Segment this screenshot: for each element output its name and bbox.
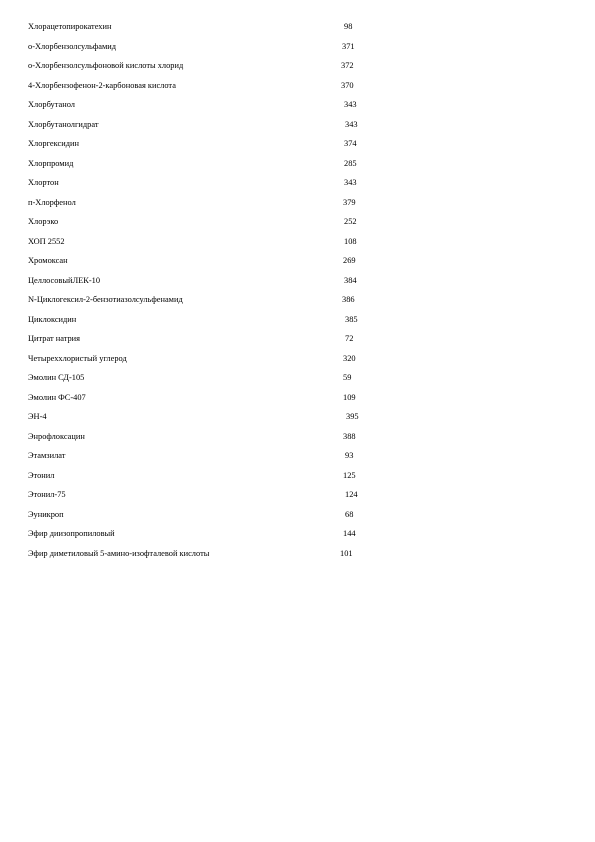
entry-page-number: 395 <box>346 412 359 421</box>
entry-name: Энрофлоксацин <box>28 431 85 441</box>
entry-name: Хлорбутанол <box>28 100 75 109</box>
index-entry <box>28 466 568 486</box>
entry-page-number: 124 <box>345 490 358 499</box>
index-entry <box>28 427 568 447</box>
entry-name: Хлортон <box>28 178 59 187</box>
entry-name: о-Хлорбензолсульфамид <box>28 41 117 51</box>
index-entry <box>28 56 568 76</box>
index-list <box>28 17 568 563</box>
entry-name: Эфир диметиловый 5-амино-изофталевой кислоты <box>28 548 210 558</box>
entry-name: Эмолин ФС-407 <box>28 392 86 402</box>
index-entry <box>28 349 568 369</box>
index-entry <box>28 173 568 193</box>
entry-page-number: 374 <box>344 139 357 148</box>
entry-name: Цитрат натрия <box>28 334 80 343</box>
entry-name: Четыреххлористый углерод <box>28 353 127 363</box>
index-entry <box>28 271 568 291</box>
entry-page-number: 144 <box>343 529 356 538</box>
index-entry <box>28 134 568 154</box>
entry-name: ЭН-4 <box>28 412 47 421</box>
index-entry <box>28 76 568 96</box>
index-entry <box>28 407 568 427</box>
index-entry <box>28 17 568 37</box>
entry-page-number: 59 <box>343 373 352 382</box>
entry-name: Этонил-75 <box>28 490 66 499</box>
entry-name: Эуникроп <box>28 509 64 519</box>
entry-name: Хлорэко <box>28 217 59 226</box>
entry-page-number: 101 <box>340 548 353 558</box>
entry-name: Хлорбутанолгидрат <box>28 119 99 129</box>
entry-name: Эмолин СД-105 <box>28 373 85 382</box>
entry-page-number: 343 <box>345 119 358 129</box>
entry-name: Хромоксан <box>28 256 68 265</box>
entry-name: ХОП 2552 <box>28 236 65 246</box>
index-entry <box>28 368 568 388</box>
entry-name: Этонил <box>28 470 55 480</box>
entry-name: Эфир диизопропиловый <box>28 529 115 538</box>
index-entry <box>28 310 568 330</box>
index-entry <box>28 251 568 271</box>
entry-page-number: 109 <box>343 392 356 402</box>
entry-page-number: 93 <box>345 451 354 460</box>
entry-name: о-Хлорбензолсульфоновой кислоты хлорид <box>28 61 184 70</box>
entry-page-number: 379 <box>343 197 356 207</box>
index-entry <box>28 329 568 349</box>
entry-name: Циклоксидин <box>28 314 77 324</box>
index-entry <box>28 232 568 252</box>
entry-name: 4-Хлорбензофенон-2-карбоновая кислота <box>28 80 176 90</box>
index-entry <box>28 544 568 564</box>
index-entry <box>28 154 568 174</box>
entry-name: Хлоргексидин <box>28 139 79 148</box>
index-entry <box>28 505 568 525</box>
entry-name: п-Хлорфенол <box>28 197 76 207</box>
entry-page-number: 252 <box>344 217 357 226</box>
entry-page-number: 343 <box>344 100 357 109</box>
entry-name: Хлорпромид <box>28 158 74 168</box>
entry-page-number: 384 <box>344 275 357 285</box>
index-entry <box>28 485 568 505</box>
index-entry <box>28 193 568 213</box>
entry-page-number: 370 <box>341 80 354 90</box>
entry-name: ЦеллосовыйЛЕК-10 <box>28 275 101 285</box>
index-entry <box>28 290 568 310</box>
entry-page-number: 372 <box>341 61 354 70</box>
entry-page-number: 320 <box>343 353 356 363</box>
entry-page-number: 108 <box>344 236 357 246</box>
entry-page-number: 386 <box>342 295 355 304</box>
entry-name: N-Циклогексил-2-бензотиазолсульфенамид <box>28 295 183 304</box>
entry-page-number: 343 <box>344 178 357 187</box>
entry-page-number: 125 <box>343 470 356 480</box>
index-entry <box>28 95 568 115</box>
entry-page-number: 388 <box>343 431 356 441</box>
entry-page-number: 285 <box>344 158 357 168</box>
entry-name: Хлорацетопирокатехин <box>28 22 112 31</box>
index-entry <box>28 524 568 544</box>
entry-page-number: 98 <box>344 22 353 31</box>
entry-page-number: 385 <box>345 314 358 324</box>
entry-name: Этамзилат <box>28 451 66 460</box>
index-entry <box>28 212 568 232</box>
index-entry <box>28 446 568 466</box>
entry-page-number: 371 <box>342 41 355 51</box>
entry-page-number: 72 <box>345 334 354 343</box>
index-entry <box>28 37 568 57</box>
index-entry <box>28 388 568 408</box>
entry-page-number: 68 <box>345 509 354 519</box>
index-entry <box>28 115 568 135</box>
entry-page-number: 269 <box>343 256 356 265</box>
